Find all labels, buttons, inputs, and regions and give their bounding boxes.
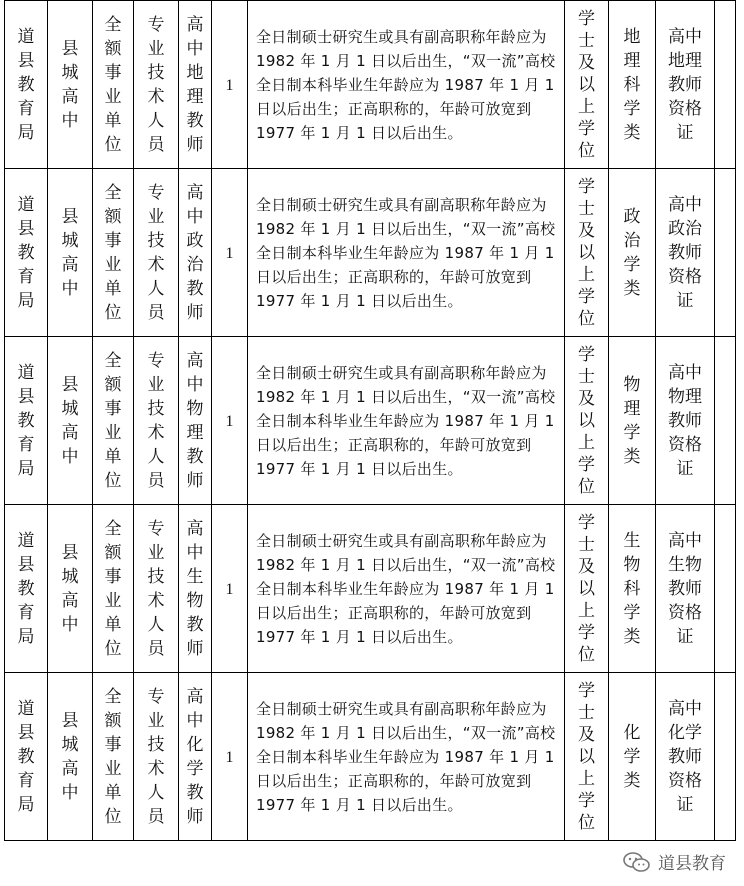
degree-cell <box>565 673 609 841</box>
count-cell <box>212 505 248 673</box>
count-text: 1 <box>225 580 234 598</box>
table-row <box>5 169 736 337</box>
position-cell <box>179 169 212 337</box>
school-text: 县城高中 <box>61 38 79 131</box>
post-category-text: 专业技术人员 <box>147 14 165 155</box>
degree-cell <box>565 505 609 673</box>
position-cell <box>179 1 212 169</box>
table-row <box>5 337 736 505</box>
school-cell <box>48 673 93 841</box>
certificate-cell <box>656 673 715 841</box>
post-category-text: 专业技术人员 <box>147 518 165 659</box>
major-text: 生物科学类 <box>623 530 641 647</box>
degree-cell <box>565 169 609 337</box>
requirements-text: 全日制硕士研究生或具有副高职称年龄应为 1982 年 1 月 1 日以后出生，“双一流”高校全日制本科毕业生年龄应为 1987 年 1 月 1 日以后出生；正高职称的，年龄可放宽到 1977 年 1 月 1 日以后出生。 <box>256 363 556 478</box>
certificate-text: 高中化学教师资格证 <box>668 698 702 815</box>
department-text: 道县教育局 <box>17 26 35 143</box>
position-cell <box>179 505 212 673</box>
major-cell <box>609 505 656 673</box>
department-text: 道县教育局 <box>17 698 35 815</box>
school-text: 县城高中 <box>61 206 79 299</box>
department-cell <box>5 169 48 337</box>
certificate-cell <box>656 505 715 673</box>
school-cell <box>48 1 93 169</box>
major-cell <box>609 673 656 841</box>
unit-type-text: 全额事业单位 <box>104 518 122 659</box>
unit-type-cell <box>93 337 134 505</box>
department-text: 道县教育局 <box>17 194 35 311</box>
count-text: 1 <box>225 412 234 430</box>
position-text: 高中地理教师 <box>186 14 204 155</box>
post-category-cell <box>134 1 179 169</box>
post-category-text: 专业技术人员 <box>147 686 165 827</box>
post-category-text: 专业技术人员 <box>147 182 165 323</box>
position-text: 高中生物教师 <box>186 518 204 659</box>
degree-text: 学士及以上学位 <box>578 512 595 665</box>
school-cell <box>48 505 93 673</box>
position-text: 高中化学教师 <box>186 686 204 827</box>
certificate-text: 高中生物教师资格证 <box>668 530 702 647</box>
department-cell <box>5 505 48 673</box>
position-text: 高中物理教师 <box>186 350 204 491</box>
requirements-text: 全日制硕士研究生或具有副高职称年龄应为 1982 年 1 月 1 日以后出生，“双一流”高校全日制本科毕业生年龄应为 1987 年 1 月 1 日以后出生；正高职称的，年龄可放宽到 1977 年 1 月 1 日以后出生。 <box>256 531 556 646</box>
blank-cell <box>715 1 736 169</box>
blank-cell <box>715 337 736 505</box>
recruitment-table <box>4 0 736 841</box>
blank-cell <box>715 673 736 841</box>
certificate-cell <box>656 1 715 169</box>
degree-cell <box>565 1 609 169</box>
blank-cell <box>715 505 736 673</box>
degree-text: 学士及以上学位 <box>578 8 595 161</box>
unit-type-text: 全额事业单位 <box>104 182 122 323</box>
certificate-cell <box>656 169 715 337</box>
requirements-cell <box>248 1 565 169</box>
requirements-cell <box>248 169 565 337</box>
department-text: 道县教育局 <box>17 530 35 647</box>
school-cell <box>48 337 93 505</box>
requirements-cell <box>248 673 565 841</box>
count-cell <box>212 1 248 169</box>
unit-type-cell <box>93 673 134 841</box>
count-cell <box>212 169 248 337</box>
school-text: 县城高中 <box>61 710 79 803</box>
table-row <box>5 505 736 673</box>
unit-type-cell <box>93 505 134 673</box>
post-category-cell <box>134 505 179 673</box>
major-cell <box>609 337 656 505</box>
department-text: 道县教育局 <box>17 362 35 479</box>
count-text: 1 <box>225 748 234 766</box>
wechat-icon <box>622 851 652 873</box>
major-cell <box>609 169 656 337</box>
position-cell <box>179 673 212 841</box>
watermark-text: 道县教育 <box>658 854 726 874</box>
major-cell <box>609 1 656 169</box>
requirements-text: 全日制硕士研究生或具有副高职称年龄应为 1982 年 1 月 1 日以后出生，“双一流”高校全日制本科毕业生年龄应为 1987 年 1 月 1 日以后出生；正高职称的，年龄可放宽到 1977 年 1 月 1 日以后出生。 <box>256 699 556 814</box>
degree-cell <box>565 337 609 505</box>
degree-text: 学士及以上学位 <box>578 680 595 833</box>
table-row <box>5 673 736 841</box>
department-cell <box>5 1 48 169</box>
school-text: 县城高中 <box>61 374 79 467</box>
degree-text: 学士及以上学位 <box>578 176 595 329</box>
certificate-text: 高中政治教师资格证 <box>668 194 702 311</box>
post-category-cell <box>134 169 179 337</box>
major-text: 政治学类 <box>623 206 641 299</box>
count-text: 1 <box>225 76 234 94</box>
unit-type-text: 全额事业单位 <box>104 686 122 827</box>
major-text: 化学类 <box>623 722 641 791</box>
requirements-cell <box>248 505 565 673</box>
position-text: 高中政治教师 <box>186 182 204 323</box>
table-row <box>5 1 736 169</box>
school-cell <box>48 169 93 337</box>
certificate-text: 高中地理教师资格证 <box>668 26 702 143</box>
certificate-text: 高中物理教师资格证 <box>668 362 702 479</box>
degree-text: 学士及以上学位 <box>578 344 595 497</box>
blank-cell <box>715 169 736 337</box>
table-body <box>5 1 736 841</box>
major-text: 物理学类 <box>623 374 641 467</box>
post-category-cell <box>134 673 179 841</box>
post-category-cell <box>134 337 179 505</box>
post-category-text: 专业技术人员 <box>147 350 165 491</box>
position-cell <box>179 337 212 505</box>
count-cell <box>212 337 248 505</box>
major-text: 地理科学类 <box>623 26 641 143</box>
unit-type-cell <box>93 1 134 169</box>
school-text: 县城高中 <box>61 542 79 635</box>
requirements-text: 全日制硕士研究生或具有副高职称年龄应为 1982 年 1 月 1 日以后出生，“双一流”高校全日制本科毕业生年龄应为 1987 年 1 月 1 日以后出生；正高职称的，年龄可放宽到 1977 年 1 月 1 日以后出生。 <box>256 195 556 310</box>
department-cell <box>5 673 48 841</box>
department-cell <box>5 337 48 505</box>
unit-type-cell <box>93 169 134 337</box>
count-text: 1 <box>225 244 234 262</box>
count-cell <box>212 673 248 841</box>
certificate-cell <box>656 337 715 505</box>
unit-type-text: 全额事业单位 <box>104 14 122 155</box>
requirements-text: 全日制硕士研究生或具有副高职称年龄应为 1982 年 1 月 1 日以后出生，“双一流”高校全日制本科毕业生年龄应为 1987 年 1 月 1 日以后出生；正高职称的，年龄可放宽到 1977 年 1 月 1 日以后出生。 <box>256 27 556 142</box>
unit-type-text: 全额事业单位 <box>104 350 122 491</box>
requirements-cell <box>248 337 565 505</box>
watermark <box>622 849 726 874</box>
